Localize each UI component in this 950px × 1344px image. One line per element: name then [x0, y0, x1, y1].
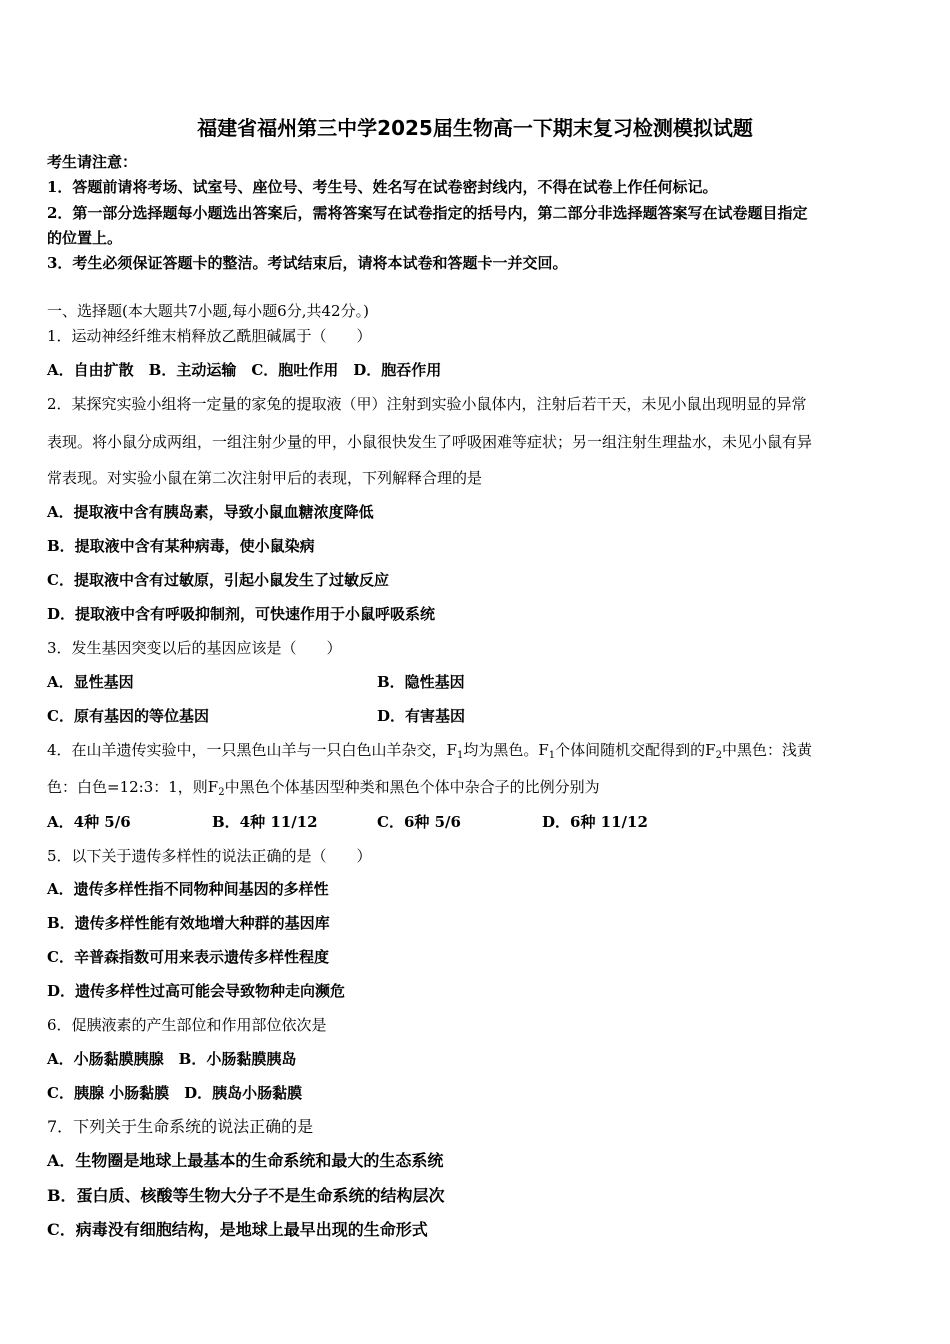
q1-stem: 1．运动神经纤维末梢释放乙酰胆碱属于（ ） — [47, 327, 372, 345]
notice-item-2: 2．第一部分选择题每小题选出答案后，需将答案写在试卷指定的括号内，第二部分非选择题答案写在试卷题目指定 — [47, 204, 808, 222]
q2-stem-line-3: 常表现。对实验小鼠在第二次注射甲后的表现，下列解释合理的是 — [47, 469, 483, 487]
q2-option-a: A．提取液中含有胰岛素，导致小鼠血糖浓度降低 — [47, 503, 374, 521]
q2-option-d: D．提取液中含有呼吸抑制剂，可快速作用于小鼠呼吸系统 — [47, 605, 436, 623]
q7-stem: 7．下列关于生命系统的说法正确的是 — [47, 1117, 314, 1136]
q6-options-cd: C．胰腺 小肠黏膜 D．胰岛小肠黏膜 — [47, 1084, 303, 1102]
q6-stem: 6．促胰液素的产生部位和作用部位依次是 — [47, 1016, 327, 1034]
q4-text-1b: 均为黑色。F — [463, 741, 549, 759]
q6-options-ab: A．小肠黏膜胰腺 B．小肠黏膜胰岛 — [47, 1050, 297, 1068]
q5-option-d: D．遗传多样性过高可能会导致物种走向濒危 — [47, 982, 346, 1000]
q3-option-c: C．原有基因的等位基因 — [47, 707, 209, 725]
q2-stem-line-1: 2．某探究实验小组将一定量的家兔的提取液（甲）注射到实验小鼠体内，注射后若干天，未见小鼠出现明显的异常 — [47, 395, 807, 413]
notice-item-1: 1．答题前请将考场、试室号、座位号、考生号、姓名写在试卷密封线内，不得在试卷上作任何标记。 — [47, 178, 718, 196]
notice-item-3: 3．考生必须保证答题卡的整洁。考试结束后，请将本试卷和答题卡一并交回。 — [47, 254, 568, 272]
notice-item-2-cont: 的位置上。 — [47, 229, 123, 247]
q3-option-b: B．隐性基因 — [377, 673, 465, 691]
q7-option-c: C．病毒没有细胞结构，是地球上最早出现的生命形式 — [47, 1220, 428, 1239]
q4-text-2a: 色：白色=12:3：1，则F — [47, 778, 219, 796]
q3-option-a: A．显性基因 — [47, 673, 134, 691]
q4-sub-2: 1 — [548, 750, 556, 761]
q7-option-a: A．生物圈是地球上最基本的生命系统和最大的生态系统 — [47, 1151, 444, 1170]
q4-option-c: C．6种 5/6 — [377, 813, 461, 831]
q4-option-b: B．4种 11/12 — [212, 813, 318, 831]
q3-stem: 3．发生基因突变以后的基因应该是（ ） — [47, 639, 342, 657]
q5-option-b: B．遗传多样性能有效地增大种群的基因库 — [47, 914, 330, 932]
q2-stem-line-2: 表现。将小鼠分成两组，一组注射少量的甲，小鼠很快发生了呼吸困难等症状；另一组注射生理盐水，未见小鼠有异 — [47, 433, 813, 451]
q4-text-1a: 4．在山羊遗传实验中，一只黑色山羊与一只白色山羊杂交，F — [47, 741, 457, 759]
page-title: 福建省福州第三中学2025届生物高一下期末复习检测模拟试题 — [197, 116, 753, 140]
q4-sub-1: 1 — [456, 750, 464, 761]
q2-option-c: C．提取液中含有过敏原，引起小鼠发生了过敏反应 — [47, 571, 389, 589]
q1-options: A．自由扩散 B．主动运输 C．胞吐作用 D．胞吞作用 — [47, 361, 442, 379]
q3-option-d: D．有害基因 — [377, 707, 466, 725]
q4-text-1c: 个体间随机交配得到的F — [555, 741, 716, 759]
q7-option-b: B．蛋白质、核酸等生物大分子不是生命系统的结构层次 — [47, 1186, 445, 1205]
q4-sub-3: 2 — [715, 750, 722, 761]
q4-option-d: D．6种 11/12 — [542, 813, 648, 831]
q4-stem-line-2 — [47, 777, 600, 803]
notice-heading: 考生请注意： — [47, 153, 138, 171]
q4-stem-line-1 — [47, 740, 812, 766]
q4-text-2b: 中黑色个体基因型种类和黑色个体中杂合子的比例分别为 — [224, 778, 600, 796]
q5-stem: 5．以下关于遗传多样性的说法正确的是（ ） — [47, 847, 372, 865]
q2-option-b: B．提取液中含有某种病毒，使小鼠染病 — [47, 537, 315, 555]
q5-option-a: A．遗传多样性指不同物种间基因的多样性 — [47, 880, 329, 898]
q4-option-a: A．4种 5/6 — [47, 813, 131, 831]
q4-text-1d: 中黑色：浅黄 — [721, 741, 812, 759]
section-heading: 一、选择题(本大题共7小题,每小题6分,共42分。) — [47, 302, 369, 320]
q5-option-c: C．辛普森指数可用来表示遗传多样性程度 — [47, 948, 329, 966]
q4-sub-4: 2 — [218, 787, 225, 798]
